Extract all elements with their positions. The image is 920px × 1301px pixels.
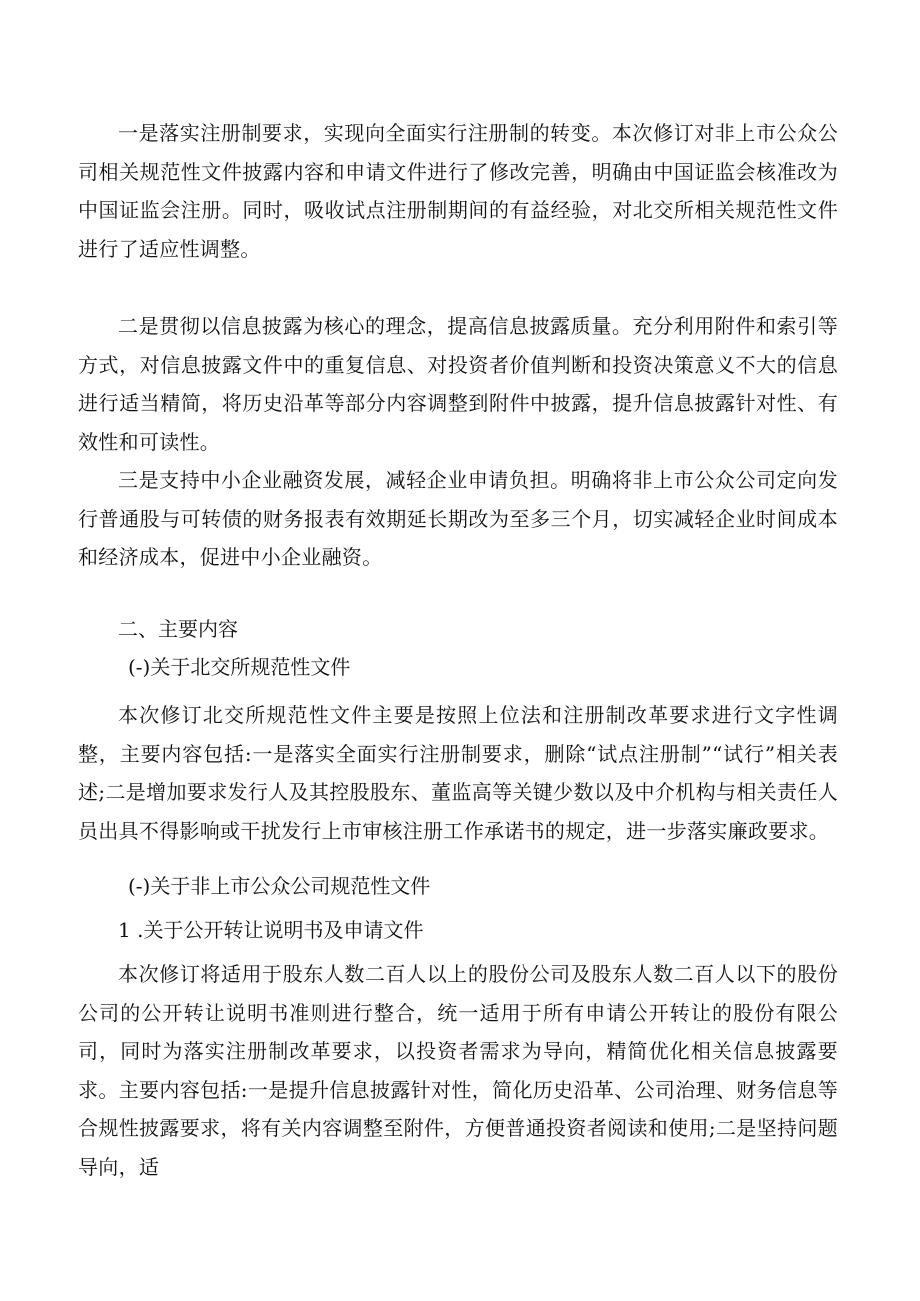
item-heading-transfer-prospectus: 1 .关于公开转让说明书及申请文件 (118, 918, 424, 942)
section-heading-main-content: 二、主要内容 (118, 617, 238, 641)
paragraph-transfer-prospectus-revision: 本次修订将适用于股东人数二百人以上的股份公司及股东人数二百人以下的股份公司的公开转让说明书准则进行整合，统一适用于所有申请公开转让的股份有限公司，同时为落实注册制改革要求，以投资者需求为导向，精简优化相关信息披露要求。主要内容包括:一是提升信息披露针对性，简化历史沿革、公司治理、财务信息等合规性披露要求，将有关内容调整至附件，方便普通投资者阅读和使用;二是坚持问题导向，适 (78, 962, 838, 1179)
paragraph-information-disclosure: 二是贯彻以信息披露为核心的理念，提高信息披露质量。充分利用附件和索引等方式，对信息披露文件中的重复信息、对投资者价值判断和投资决策意义不大的信息进行适当精简，将历史沿革等部分内容调整到附件中披露，提升信息披露针对性、有效性和可读性。 (78, 314, 838, 454)
paragraph-sme-financing: 三是支持中小企业融资发展，减轻企业申请负担。明确将非上市公众公司定向发行普通股与可转债的财务报表有效期延长期改为至多三个月，切实减轻企业时间成本和经济成本，促进中小企业融资。 (78, 468, 838, 569)
paragraph-bse-revision: 本次修订北交所规范性文件主要是按照上位法和注册制改革要求进行文字性调整，主要内容包括:一是落实全面实行注册制要求，删除“试点注册制”“试行”相关表述;二是增加要求发行人及其控股股东、董监高等关键少数以及中介机构与相关责任人员出具不得影响或干扰发行上市审核注册工作承诺书的规定，进一步落实廉政要求。 (78, 703, 838, 843)
paragraph-registration-requirement: 一是落实注册制要求，实现向全面实行注册制的转变。本次修订对非上市公众公司相关规范性文件披露内容和申请文件进行了修改完善，明确由中国证监会核准改为中国证监会注册。同时，吸收试点注册制期间的有益经验，对北交所相关规范性文件进行了适应性调整。 (78, 121, 838, 261)
subsection-heading-nonlisted-documents: (-)关于非上市公众公司规范性文件 (128, 874, 431, 898)
subsection-heading-bse-documents: (-)关于北交所规范性文件 (128, 655, 351, 679)
